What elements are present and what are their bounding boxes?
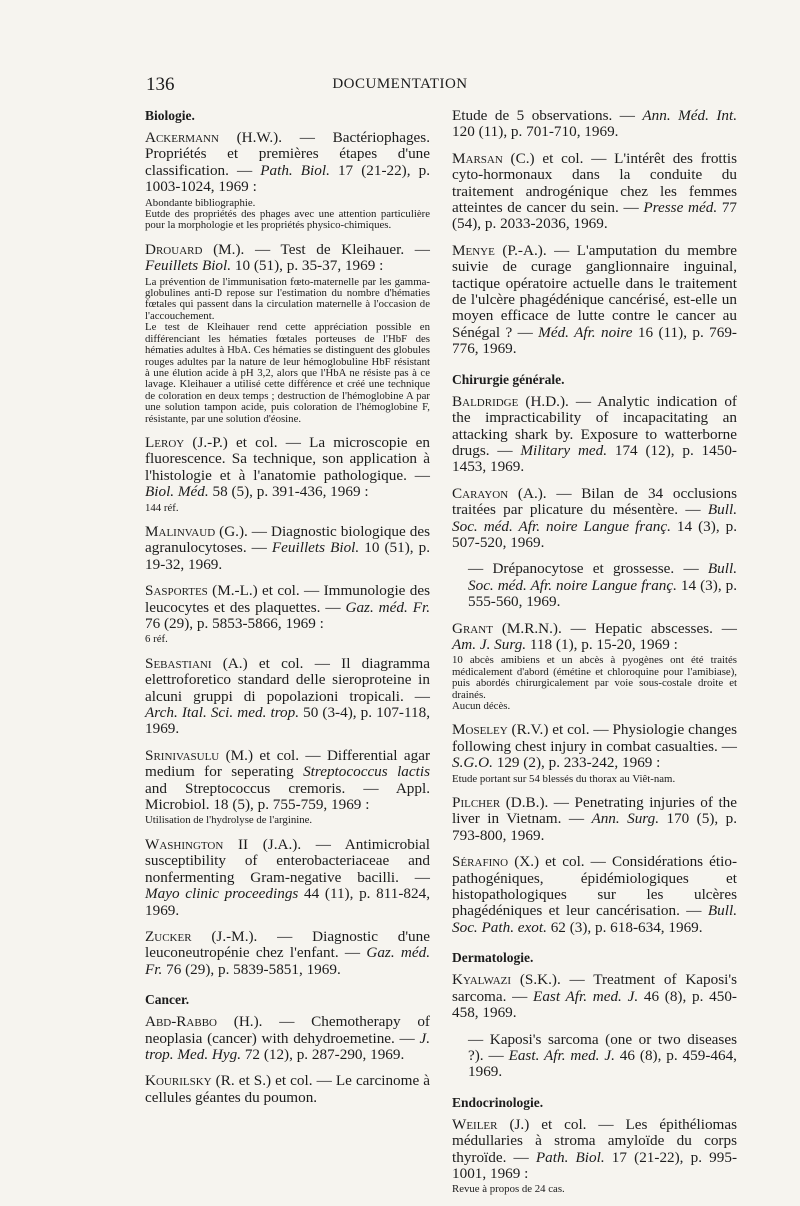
bibliography-entry xyxy=(452,486,737,552)
entry-reference: 17 (21-22), p. 1003-1024, 1969 : xyxy=(145,161,430,196)
entry-citation xyxy=(145,435,430,501)
entry-citation xyxy=(145,524,430,573)
entry-text: (R. et S.) et col. — Le carcinome à cellules géantes du poumon. xyxy=(145,1072,430,1106)
entry-journal: Streptococcus lactis xyxy=(303,763,430,781)
bibliography-entry xyxy=(145,242,430,425)
entry-text: (M.). — Test de Kleihauer. — xyxy=(202,240,430,258)
entry-reference: 77 (54), p. 2033-2036, 1969. xyxy=(452,199,738,233)
entry-journal: Path. Biol. xyxy=(260,161,330,179)
bibliography-entry xyxy=(452,621,737,713)
entry-text: (X.) et col. — Considérations étio-pathogéniques, épidémiologiques et histopathologiques sur les ulcères phagédéniques et leur cancérisation. — xyxy=(452,853,737,920)
section-heading: Cancer. xyxy=(145,992,190,1008)
entry-author: Pilcher xyxy=(452,794,501,812)
entry-text: (S.K.). — Treatment of Kaposi's sarcoma. — xyxy=(452,971,737,1005)
entry-citation xyxy=(452,151,737,233)
section-heading: Biologie. xyxy=(145,108,195,123)
entry-reference: 16 (11), p. 769-776, 1969. xyxy=(452,323,737,358)
entry-journal: Biol. Méd. xyxy=(145,483,209,501)
entry-reference: 72 (12), p. 287-290, 1969. xyxy=(241,1045,405,1063)
entry-text: (C.) et col. — L'intérêt des frottis cyto-hormonaux dans la conduite du traitement androgénique chez les femmes atteintes de cancer du sein. — xyxy=(452,149,737,217)
entry-journal: Am. J. Surg. xyxy=(452,635,527,653)
entry-text: (R.V.) et col. — Physiologie changes following chest injury in combat casualties. — xyxy=(452,721,737,755)
entry-note: La prévention de l'immunisation fœto-maternelle par les gamma-globulines anti-D repose sur l'estimation du nombre d'hématies fœtales qui passent dans la circulation maternelle à l'occasion de l'accouchement. xyxy=(145,275,430,322)
bibliography-entry xyxy=(452,243,737,358)
continued-entry xyxy=(452,108,737,141)
entry-note: Eutde des propriétés des phages avec une attention particulière pour la morphologie et les propriétés physico-chimiques. xyxy=(145,208,430,232)
bibliography-entry xyxy=(145,130,430,232)
entry-citation xyxy=(145,242,430,275)
entry-citation xyxy=(452,722,737,771)
entry-citation xyxy=(145,929,430,978)
entry-author: Washington xyxy=(145,835,224,853)
entry-reference: 76 (29), p. 5839-5851, 1969. xyxy=(162,960,341,978)
entry-author: Sebastiani xyxy=(145,654,212,672)
entry-reference: 14 (3), p. 507-520, 1969. xyxy=(452,517,737,551)
entry-text: (H.D.). — Analytic indication of the impracticability of incapacitating an attacking shark by. Exposure to watterborne drugs. — xyxy=(452,392,737,459)
bibliography-entry xyxy=(452,1117,737,1196)
entry-citation xyxy=(145,130,430,196)
entry-author: Sasportes xyxy=(145,582,208,600)
entry-author: Grant xyxy=(452,619,493,637)
entry-citation xyxy=(145,1073,430,1106)
entry-text: (J.-P.) et col. — La microscopie en fluorescence. Sa technique, son application à l'histologie et à l'anatomie pathologique. — xyxy=(145,433,430,484)
entry-author: Kyalwazi xyxy=(452,971,512,989)
entry-citation xyxy=(452,854,737,936)
entry-note: Abondante bibliographie. xyxy=(145,196,256,209)
bibliography-entry xyxy=(452,151,737,233)
entry-journal: Bull. Soc. méd. Afr. noire Langue franç. xyxy=(452,501,737,535)
entry-citation xyxy=(145,837,430,919)
entry-journal: East Afr. med. J. xyxy=(533,987,639,1005)
bibliography-entry xyxy=(145,837,430,919)
entry-journal: S.G.O. xyxy=(452,754,493,772)
entry-note: 6 réf. xyxy=(145,633,168,646)
bibliography-entry xyxy=(452,854,737,936)
entry-citation xyxy=(145,583,430,632)
entry-journal: Ann. Méd. Int. xyxy=(642,107,737,124)
entry-text: (P.-A.). — L'amputation du membre suivie de curage ganglionnaire inguinal, tactique opératoire actuelle dans le traitement de l'ulcère phagédénique cancérisé, est-elle un moyen efficace de lutte contre le cancer au Sénégal ? — xyxy=(452,241,737,341)
entry-citation xyxy=(468,1032,737,1081)
entry-text: Etude de 5 observations. — xyxy=(452,107,643,124)
entry-note: Le test de Kleihauer rend cette appréciation possible en différenciant les hématies fœtales porteuses de l'HbF des hématies adultes à HbA. Ces hématies se distinguent des globules rouges adultes par la nature de leur hémoglobuline HbF résistant à une élution acide à pH 3,2, alors que l'HbA ne résiste pas à ce lavage. Kleihauer a utilisé cette différence et créé une technique de coloration en deux temps ; destruction de l'hémoglobine A par une solution tampon acide, puis coloration de l'hémoglobine F, résistante, par une solution d'éosine. xyxy=(145,321,430,425)
entry-author: Zucker xyxy=(145,927,192,945)
entry-text: — Drépanocytose et grossesse. — xyxy=(468,560,708,578)
entry-text: (D.B.). — Penetrating injuries of the liver in Vietnam. — xyxy=(452,794,737,828)
entry-reference: 120 (11), p. 701-710, 1969. xyxy=(452,123,619,141)
entry-author: Kourilsky xyxy=(145,1072,212,1090)
entry-author: Drouard xyxy=(145,240,203,258)
bibliography-entry xyxy=(452,722,737,785)
entry-author: Menye xyxy=(452,241,495,259)
entry-journal: J. trop. Med. Hyg. xyxy=(145,1029,430,1063)
entry-citation xyxy=(452,795,737,844)
entry-reference: 44 (11), p. 811-824, 1969. xyxy=(145,885,431,919)
entry-reference: 174 (12), p. 1450-1453, 1969. xyxy=(452,441,737,476)
entry-author: Malinvaud xyxy=(145,522,216,540)
bibliography-entry xyxy=(452,561,737,610)
entry-text: (J.) et col. — Les épithéliomas médullaries à stroma amyloïde du corps thyroïde. — xyxy=(452,1115,737,1166)
entry-author: Leroy xyxy=(145,433,185,451)
entry-journal: Military med. xyxy=(520,441,608,459)
entry-journal: Ann. Surg. xyxy=(591,810,660,828)
entry-journal: Path. Biol. xyxy=(535,1148,605,1166)
bibliography-entry xyxy=(145,929,430,978)
entry-reference: and Streptococcus cremoris. — Appl. Microbiol. 18 (5), p. 755-759, 1969 : xyxy=(145,779,430,814)
entry-citation xyxy=(452,621,737,654)
entry-citation xyxy=(452,1117,737,1183)
entry-reference: 76 (29), p. 5853-5866, 1969 : xyxy=(145,615,324,632)
entry-journal: Arch. Ital. Sci. med. trop. xyxy=(145,704,300,722)
bibliography-entry xyxy=(452,1032,737,1081)
entry-reference: 14 (3), p. 555-560, 1969. xyxy=(468,576,737,611)
entry-text: (A.) et col. — Il diagramma elettroforetico standard delle sieroproteine in alcuni gruppi di popolazioni tropicali. — xyxy=(145,654,430,705)
entry-note: Aucun décès. xyxy=(452,700,511,712)
right-column xyxy=(452,108,737,1206)
entry-reference: 10 (51), p. 19-32, 1969. xyxy=(145,539,430,573)
entry-text: (M.) et col. — Differential agar medium for seperating xyxy=(145,746,430,781)
entry-author: Ackermann xyxy=(145,129,219,146)
entry-reference: 10 (51), p. 35-37, 1969 : xyxy=(231,257,384,275)
entry-citation xyxy=(452,972,737,1021)
entry-text: (H.). — Chemotherapy of neoplasia (cancer) with dehydroemetine. — xyxy=(145,1013,430,1047)
entry-reference: 46 (8), p. 450-458, 1969. xyxy=(452,987,737,1022)
entry-reference: 58 (5), p. 391-436, 1969 : xyxy=(208,483,369,501)
entry-text: (J.-M.). — Diagnostic d'une leuconeutropénie chez l'enfant. — xyxy=(145,927,430,962)
bibliography-entry xyxy=(452,394,737,476)
entry-author: Abd-Rabbo xyxy=(145,1013,217,1031)
entry-citation xyxy=(145,656,430,738)
section-heading: Endocrinologie. xyxy=(452,1094,544,1110)
entry-citation xyxy=(452,243,737,358)
entry-note: Etude portant sur 54 blessés du thorax au Viêt-nam. xyxy=(452,772,676,785)
entry-text: (A.). — Bilan de 34 occlusions traitées par plicature du mésentère. — xyxy=(452,484,737,519)
bibliography-entry xyxy=(145,435,430,514)
bibliography-entry xyxy=(145,1073,430,1106)
entry-journal: Presse méd. xyxy=(643,199,718,217)
entry-journal: Gaz. méd. Fr. xyxy=(145,944,430,978)
bibliography-entry xyxy=(452,972,737,1021)
entry-text: (M.R.N.). — Hepatic abscesses. — xyxy=(492,619,737,637)
entry-author: Marsan xyxy=(452,149,503,167)
entry-journal: Bull. Soc. méd. Afr. noire Langue franç. xyxy=(468,560,737,594)
entry-journal: Feuillets Biol. xyxy=(145,257,232,275)
entry-reference: 118 (1), p. 15-20, 1969 : xyxy=(526,635,678,653)
entry-citation xyxy=(468,561,737,610)
bibliography-entry xyxy=(452,795,737,844)
entry-author: Moseley xyxy=(452,721,508,739)
entry-journal: East. Afr. med. J. xyxy=(508,1046,615,1064)
entry-journal: Méd. Afr. noire xyxy=(538,323,633,341)
running-title: DOCUMENTATION xyxy=(332,76,468,92)
entry-author: Sérafino xyxy=(452,853,509,871)
entry-reference: 129 (2), p. 233-242, 1969 : xyxy=(492,754,661,772)
bibliography-entry xyxy=(145,524,430,573)
entry-journal: Gaz. méd. Fr. xyxy=(345,598,431,616)
bibliography-entry xyxy=(145,583,430,646)
entry-note: Utilisation de l'hydrolyse de l'arginine. xyxy=(145,814,313,827)
bibliography-entry xyxy=(145,1014,430,1063)
entry-author: Baldridge xyxy=(452,392,519,410)
entry-note: 10 abcès amibiens et un abcès à pyogènes ont été traités médicalement d'abord (émétine et chloroquine pour l'amibiase), puis abordés chirurgicalement par voie sous-costale droite et drainés. xyxy=(452,654,737,701)
entry-reference: 170 (5), p. 793-800, 1969. xyxy=(452,810,737,844)
page-number: 136 xyxy=(146,74,175,95)
entry-reference: 50 (3-4), p. 107-118, 1969. xyxy=(145,704,430,738)
section-heading: Dermatologie. xyxy=(452,950,534,966)
entry-citation xyxy=(145,748,430,814)
bibliography-entry xyxy=(145,748,430,827)
entry-citation xyxy=(452,486,737,552)
entry-reference: 62 (3), p. 618-634, 1969. xyxy=(546,918,703,936)
entry-reference: 17 (21-22), p. 995-1001, 1969 : xyxy=(452,1148,738,1182)
bibliography-entry xyxy=(145,656,430,738)
entry-citation xyxy=(145,1014,430,1063)
entry-journal: Bull. Soc. Path. exot. xyxy=(452,902,737,936)
entry-author: Carayon xyxy=(452,484,509,502)
left-column xyxy=(145,108,430,1116)
entry-note: Revue à propos de 24 cas. xyxy=(452,1183,565,1196)
entry-text: II (J.A.). — Antimicrobial susceptibility of enterobacteriaceae and nonfermenting Gram-negative bacilli. — xyxy=(145,835,430,886)
entry-author: Weiler xyxy=(452,1115,498,1133)
entry-text: — Kaposi's sarcoma (one or two diseases ?). — xyxy=(468,1030,737,1064)
entry-text: (G.). — Diagnostic biologique des agranulocytoses. — xyxy=(145,522,430,557)
entry-text: (M.-L.) et col. — Immunologie des leucocytes et des plaquettes. — xyxy=(145,582,430,616)
entry-text: (H.W.). — Bactériophages. Propriétés et premières étapes d'une classification. — xyxy=(145,129,430,179)
entry-citation xyxy=(452,394,737,476)
entry-journal: Mayo clinic proceedings xyxy=(145,885,299,903)
entry-author: Srinivasulu xyxy=(145,746,220,764)
entry-reference: 46 (8), p. 459-464, 1969. xyxy=(468,1046,737,1081)
entry-journal: Feuillets Biol. xyxy=(271,539,360,557)
entry-note: 144 réf. xyxy=(145,501,179,514)
section-heading: Chirurgie générale. xyxy=(452,371,565,387)
